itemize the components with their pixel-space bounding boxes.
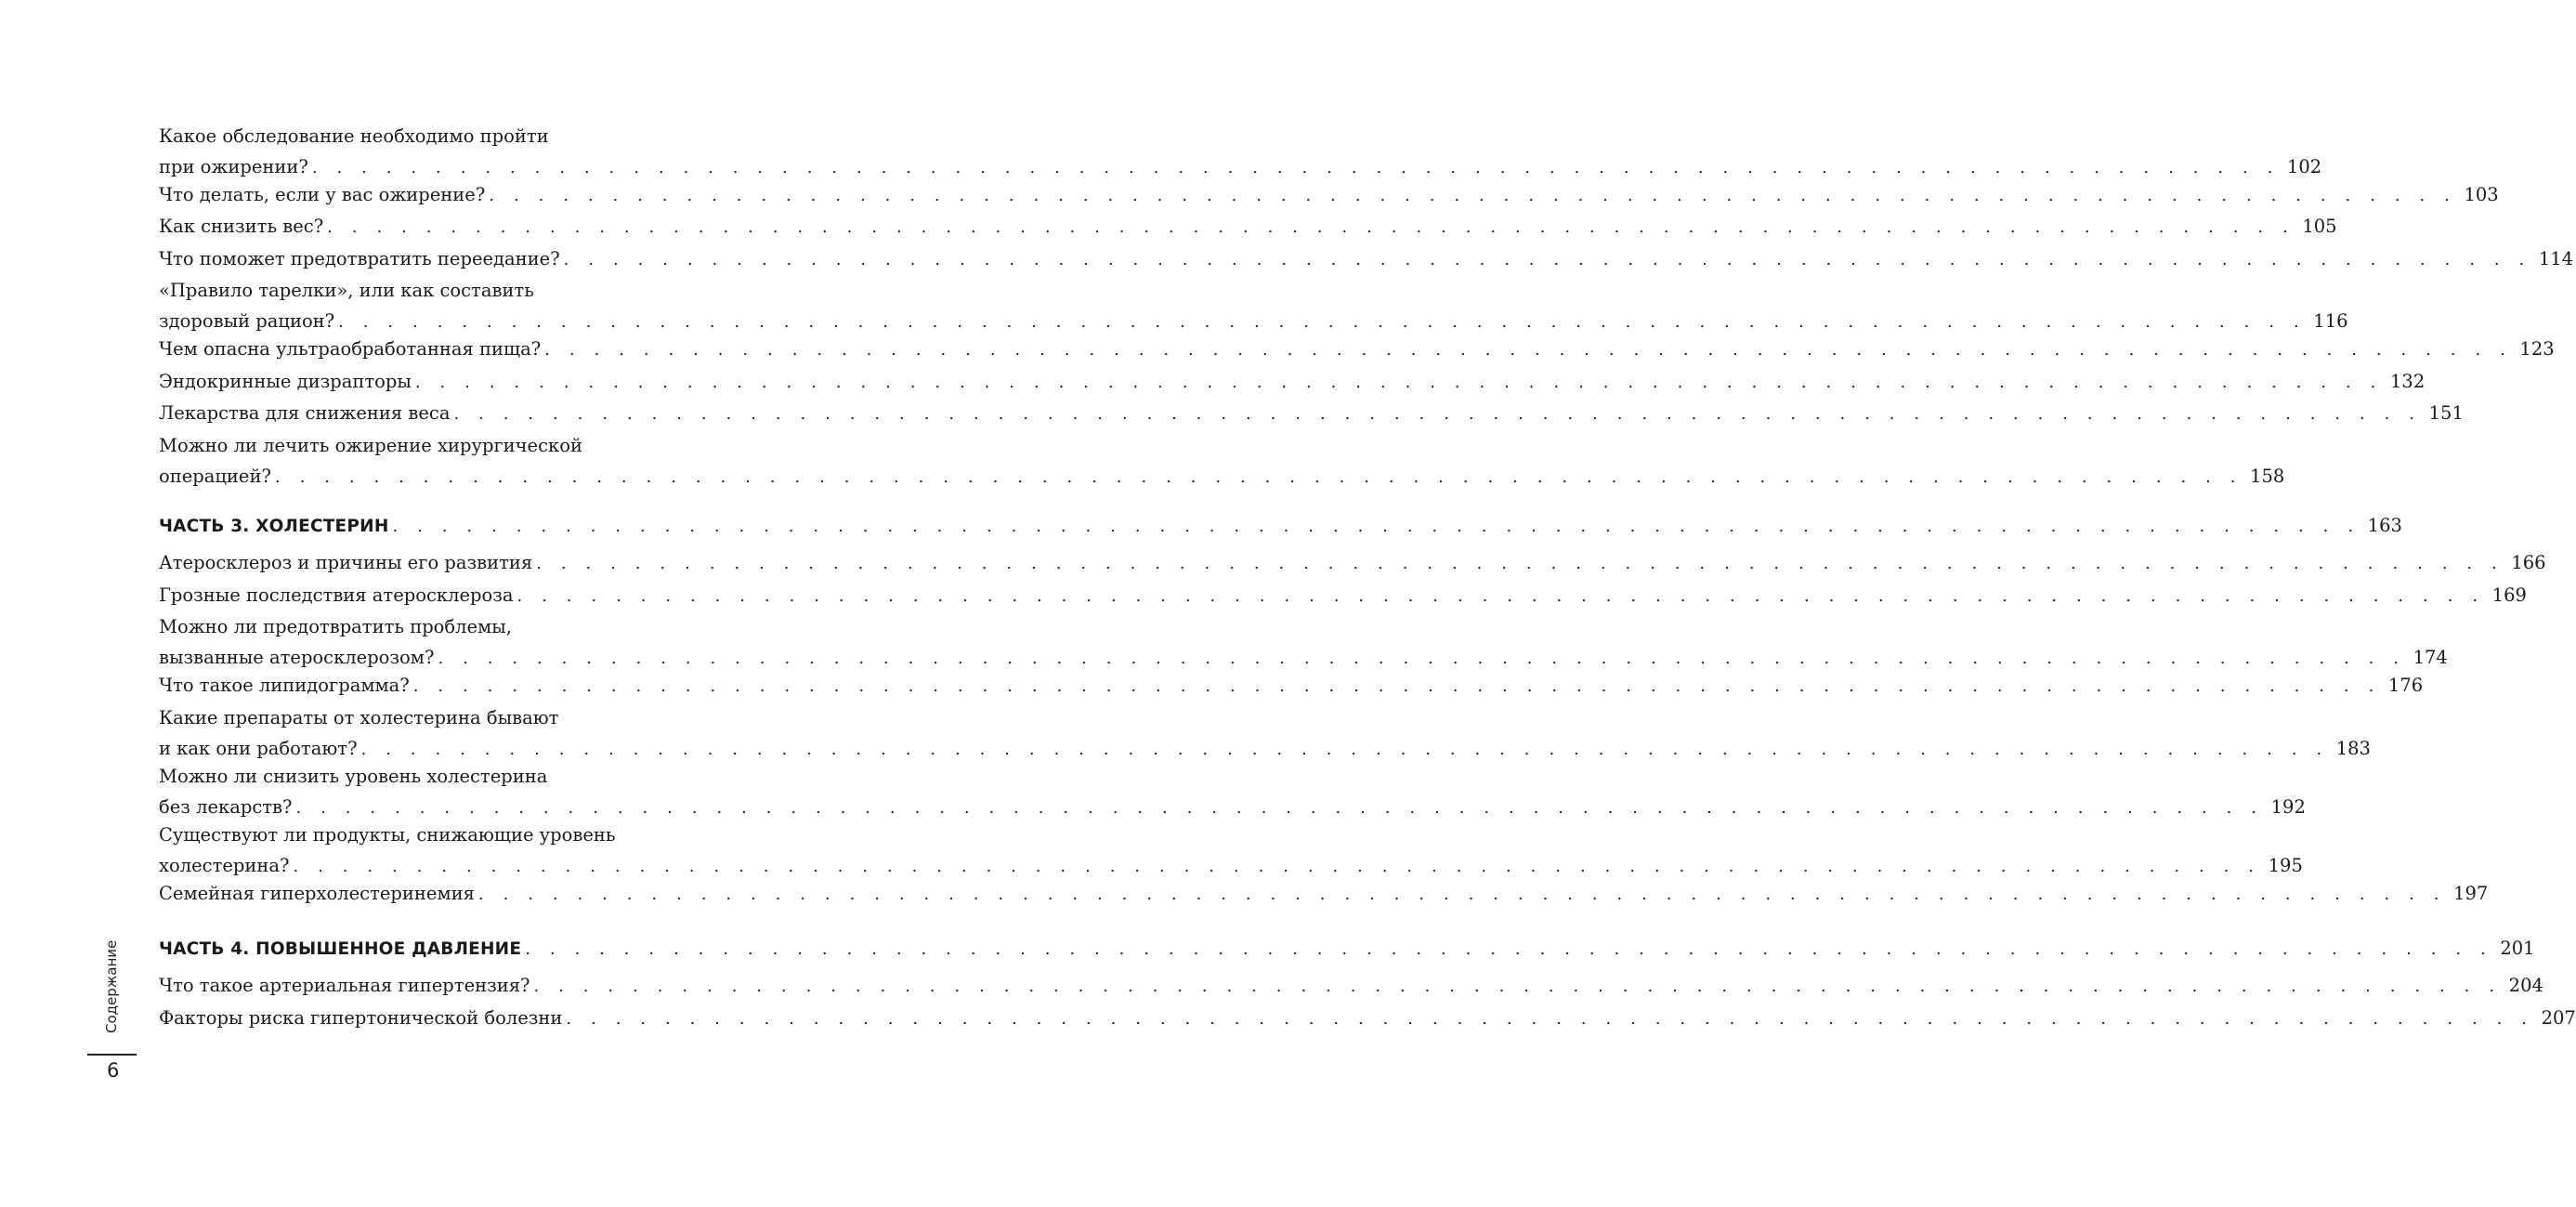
toc-part-heading bbox=[159, 933, 2535, 964]
toc-page-number: 192 bbox=[2270, 796, 2306, 818]
toc-entry bbox=[159, 211, 2337, 242]
toc-entry-title-line: Грозные последствия атеросклероза bbox=[159, 584, 514, 606]
toc-page-number: 169 bbox=[2491, 584, 2527, 606]
dot-leader: . . . . . . . . . . . . . . . . . . . . . . . . . . . . . . . . . . . . . . . . . . . . . . . . . . . . . . . . . . . . . . . . . . . . . . . . . . . . . . . . bbox=[274, 467, 2243, 487]
toc-entry-title-line: Факторы риска гипертонической болезни bbox=[159, 1007, 563, 1029]
toc-entry bbox=[159, 670, 2424, 701]
toc-entry-title-line: операцией? bbox=[159, 466, 271, 487]
toc-entry-title-line: Какие препараты от холестерина бывают bbox=[159, 707, 559, 728]
dot-leader: . . . . . . . . . . . . . . . . . . . . . . . . . . . . . . . . . . . . . . . . . . . . . . . . . . . . . . . . . . . . . . . . . . . . . . . . . . . . . . . . bbox=[517, 586, 2485, 606]
dot-leader: . . . . . . . . . . . . . . . . . . . . . . . . . . . . . . . . . . . . . . . . . . . . . . . . . . . . . . . . . . . . . . . . . . . . . . . . . . . . . . . . bbox=[566, 1009, 2534, 1029]
dot-leader: . . . . . . . . . . . . . . . . . . . . . . . . . . . . . . . . . . . . . . . . . . . . . . . . . . . . . . . . . . . . . . . . . . . . . . . . . . . . . . . . bbox=[489, 186, 2457, 205]
toc-entry bbox=[159, 820, 2303, 881]
toc-entry-title-line: Какое обследование необходимо пройти bbox=[159, 125, 549, 147]
toc-entry bbox=[159, 179, 2499, 210]
toc-page-number: 158 bbox=[2250, 466, 2285, 487]
toc-entry-title-line: Существуют ли продукты, снижающие уровень bbox=[159, 824, 616, 846]
footer-rule bbox=[87, 1054, 137, 1056]
toc-part-heading bbox=[159, 510, 2402, 541]
toc-entry bbox=[159, 243, 2574, 274]
toc-entry bbox=[159, 398, 2464, 428]
toc-page-number: 163 bbox=[2367, 515, 2402, 536]
toc-page-number: 183 bbox=[2335, 738, 2371, 759]
running-section-label: Содержание bbox=[103, 939, 120, 1033]
toc-entry-title-line: Как снизить вес? bbox=[159, 216, 324, 237]
toc-entry-title-line: Атеросклероз и причины его развития bbox=[159, 552, 533, 573]
toc-entry bbox=[159, 334, 2555, 364]
toc-entry bbox=[159, 611, 2448, 673]
dot-leader: . . . . . . . . . . . . . . . . . . . . . . . . . . . . . . . . . . . . . . . . . . . . . . . . . . . . . . . . . . . . . . . . . . . . . . . . . . . . . . . . bbox=[533, 977, 2502, 996]
dot-leader: . . . . . . . . . . . . . . . . . . . . . . . . . . . . . . . . . . . . . . . . . . . . . . . . . . . . . . . . . . . . . . . . . . . . . . . . . . . . . . . . bbox=[295, 798, 2264, 818]
toc-page-number: 197 bbox=[2453, 883, 2489, 904]
toc-entry-title-line: Можно ли снизить уровень холестерина bbox=[159, 766, 548, 787]
toc-page-number: 116 bbox=[2313, 310, 2348, 332]
toc-page-number: 174 bbox=[2413, 647, 2448, 668]
toc-entry bbox=[159, 878, 2489, 909]
dot-leader: . . . . . . . . . . . . . . . . . . . . . . . . . . . . . . . . . . . . . . . . . . . . . . . . . . . . . . . . . . . . . . . . . . . . . . . . . . . . . . . . bbox=[536, 554, 2504, 573]
toc-entry-title-line: Чем опасна ультраобработанная пища? bbox=[159, 338, 542, 360]
toc-entry bbox=[159, 275, 2348, 336]
dot-leader: . . . . . . . . . . . . . . . . . . . . . . . . . . . . . . . . . . . . . . . . . . . . . . . . . . . . . . . . . . . . . . . . . . . . . . . . . . . . . . . . bbox=[311, 158, 2280, 177]
toc-entry-title-line: «Правило тарелки», или как составить bbox=[159, 280, 534, 301]
toc-entry-title-line: без лекарств? bbox=[159, 796, 293, 818]
toc-entry-title-line: здоровый рацион? bbox=[159, 310, 335, 332]
toc-page-number: 102 bbox=[2286, 156, 2322, 177]
toc-entry-title-line: Что такое липидограмма? bbox=[159, 675, 410, 696]
dot-leader: . . . . . . . . . . . . . . . . . . . . . . . . . . . . . . . . . . . . . . . . . . . . . . . . . . . . . . . . . . . . . . . . . . . . . . . . . . . . . . . . bbox=[293, 857, 2261, 876]
toc-page-number: 123 bbox=[2519, 338, 2555, 360]
toc-entry-title-line: Что делать, если у вас ожирение? bbox=[159, 184, 486, 205]
toc-entry bbox=[159, 121, 2322, 182]
dot-leader: . . . . . . . . . . . . . . . . . . . . . . . . . . . . . . . . . . . . . . . . . . . . . . . . . . . . . . . . . . . . . . . . . . . . . . . . . . . . . . . . bbox=[338, 312, 2307, 332]
toc-entry bbox=[159, 580, 2527, 610]
dot-leader: . . . . . . . . . . . . . . . . . . . . . . . . . . . . . . . . . . . . . . . . . . . . . . . . . . . . . . . . . . . . . . . . . . . . . . . . . . . . . . . . bbox=[360, 740, 2329, 759]
toc-entry-title-line: ЧАСТЬ 4. ПОВЫШЕННОЕ ДАВЛЕНИЕ bbox=[159, 939, 522, 959]
toc-page-number: 105 bbox=[2302, 216, 2337, 237]
toc-page-number: 176 bbox=[2387, 675, 2424, 696]
toc-entry-title-line: Что поможет предотвратить переедание? bbox=[159, 248, 560, 269]
toc-page-number: 204 bbox=[2508, 975, 2543, 996]
dot-leader: . . . . . . . . . . . . . . . . . . . . . . . . . . . . . . . . . . . . . . . . . . . . . . . . . . . . . . . . . . . . . . . . . . . . . . . . . . . . . . . . bbox=[414, 373, 2384, 392]
toc-entry-title-line: и как они работают? bbox=[159, 738, 358, 759]
dot-leader: . . . . . . . . . . . . . . . . . . . . . . . . . . . . . . . . . . . . . . . . . . . . . . . . . . . . . . . . . . . . . . . . . . . . . . . . . . . . . . . . bbox=[392, 517, 2360, 536]
toc-entry bbox=[159, 547, 2546, 578]
toc-page-number: 132 bbox=[2390, 371, 2426, 392]
toc-entry-title-line: Можно ли предотвратить проблемы, bbox=[159, 616, 512, 637]
dot-leader: . . . . . . . . . . . . . . . . . . . . . . . . . . . . . . . . . . . . . . . . . . . . . . . . . . . . . . . . . . . . . . . . . . . . . . . . . . . . . . . . bbox=[477, 885, 2447, 904]
toc-page-number: 195 bbox=[2268, 855, 2303, 876]
toc-page-number: 103 bbox=[2464, 184, 2499, 205]
toc-entry bbox=[159, 1003, 2576, 1033]
toc-entry-title-line: Лекарства для снижения веса bbox=[159, 402, 451, 424]
dot-leader: . . . . . . . . . . . . . . . . . . . . . . . . . . . . . . . . . . . . . . . . . . . . . . . . . . . . . . . . . . . . . . . . . . . . . . . . . . . . . . . . bbox=[453, 404, 2422, 424]
toc-entry-title-line: Эндокринные дизрапторы bbox=[159, 371, 412, 392]
toc-page-number: 114 bbox=[2538, 248, 2574, 269]
toc-entry bbox=[159, 430, 2285, 492]
toc-page-number: 201 bbox=[2500, 938, 2535, 959]
page-number: 6 bbox=[107, 1059, 120, 1082]
dot-leader: . . . . . . . . . . . . . . . . . . . . . . . . . . . . . . . . . . . . . . . . . . . . . . . . . . . . . . . . . . . . . . . . . . . . . . . . . . . . . . . . bbox=[438, 649, 2406, 668]
dot-leader: . . . . . . . . . . . . . . . . . . . . . . . . . . . . . . . . . . . . . . . . . . . . . . . . . . . . . . . . . . . . . . . . . . . . . . . . . . . . . . . . bbox=[525, 939, 2493, 959]
toc-entry-title-line: Что такое артериальная гипертензия? bbox=[159, 975, 530, 996]
toc-page-number: 166 bbox=[2511, 552, 2546, 573]
dot-leader: . . . . . . . . . . . . . . . . . . . . . . . . . . . . . . . . . . . . . . . . . . . . . . . . . . . . . . . . . . . . . . . . . . . . . . . . . . . . . . . . bbox=[412, 676, 2381, 696]
toc-entry-title-line: вызванные атеросклерозом? bbox=[159, 647, 435, 668]
toc-entry-title-line: холестерина? bbox=[159, 855, 290, 876]
dot-leader: . . . . . . . . . . . . . . . . . . . . . . . . . . . . . . . . . . . . . . . . . . . . . . . . . . . . . . . . . . . . . . . . . . . . . . . . . . . . . . . . bbox=[563, 250, 2531, 269]
toc-entry bbox=[159, 366, 2426, 397]
dot-leader: . . . . . . . . . . . . . . . . . . . . . . . . . . . . . . . . . . . . . . . . . . . . . . . . . . . . . . . . . . . . . . . . . . . . . . . . . . . . . . . . bbox=[544, 340, 2513, 360]
dot-leader: . . . . . . . . . . . . . . . . . . . . . . . . . . . . . . . . . . . . . . . . . . . . . . . . . . . . . . . . . . . . . . . . . . . . . . . . . . . . . . . . bbox=[327, 217, 2295, 237]
toc-entry bbox=[159, 970, 2543, 1001]
toc-entry bbox=[159, 702, 2371, 764]
toc-entry bbox=[159, 761, 2306, 822]
toc-page-number: 151 bbox=[2428, 402, 2464, 424]
toc-entry-title-line: Можно ли лечить ожирение хирургической bbox=[159, 435, 582, 456]
toc-page-number: 207 bbox=[2541, 1007, 2576, 1029]
toc-entry-title-line: при ожирении? bbox=[159, 156, 308, 177]
toc-entry-title-line: ЧАСТЬ 3. ХОЛЕСТЕРИН bbox=[159, 517, 389, 536]
toc-entry-title-line: Семейная гиперхолестеринемия bbox=[159, 883, 475, 904]
